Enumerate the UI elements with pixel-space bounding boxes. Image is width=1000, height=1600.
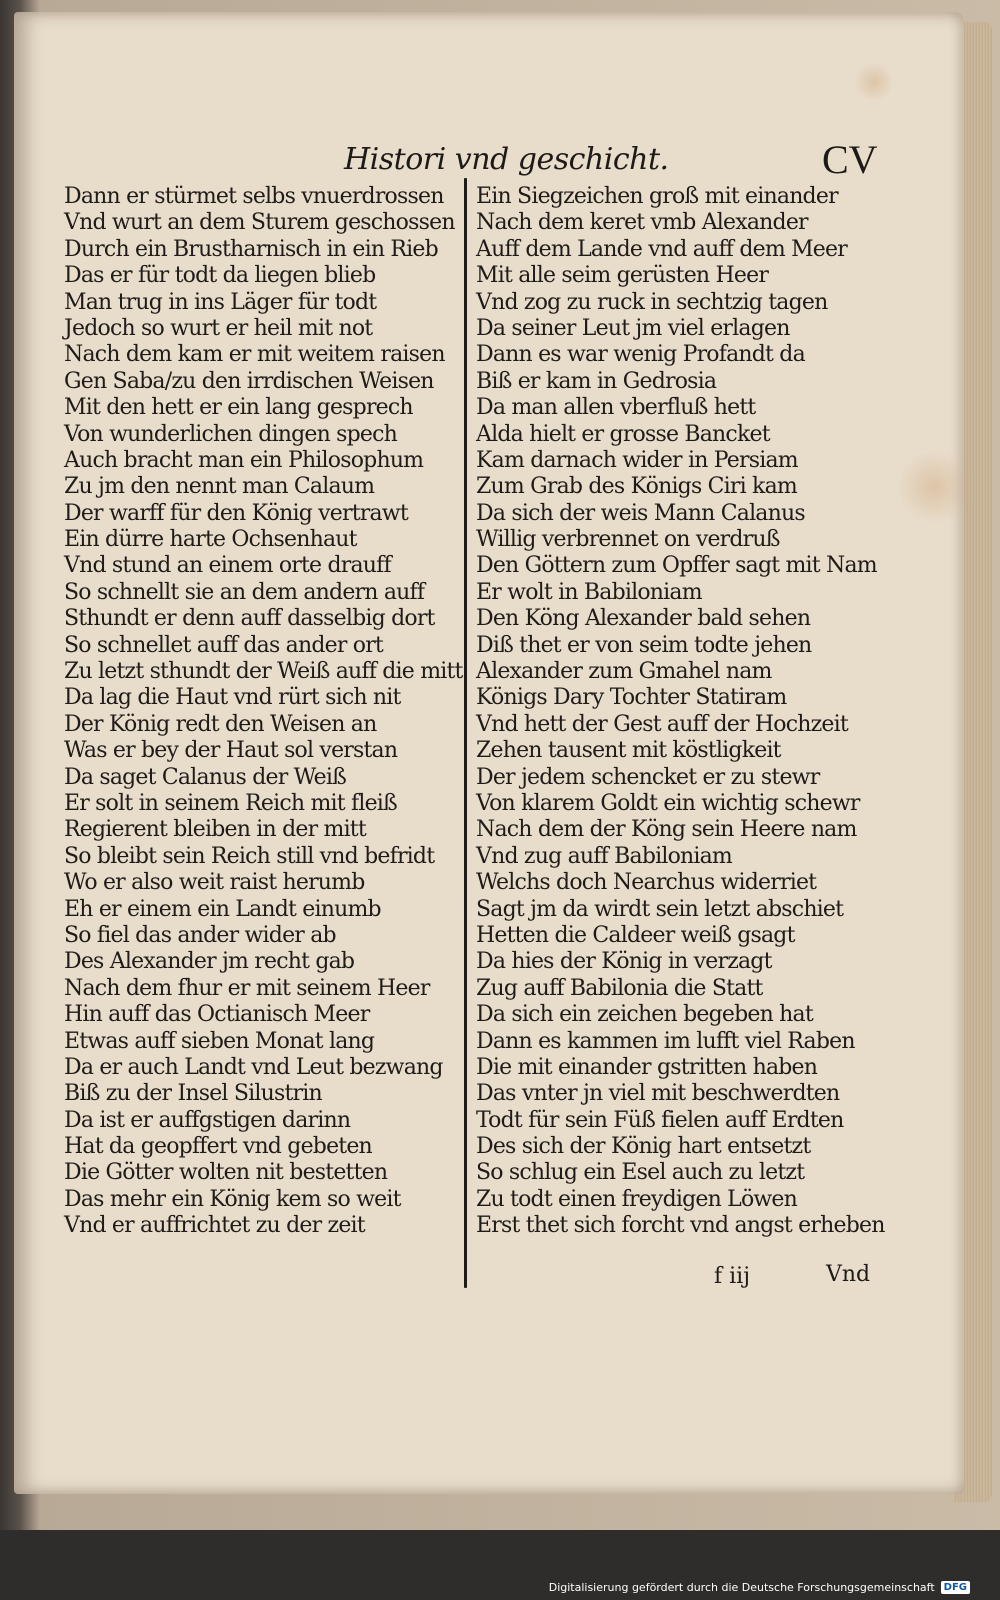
verse-line: Hetten die Caldeer weiß gsagt [476, 922, 795, 948]
verse-line: Eh er einem ein Landt einumb [64, 896, 381, 922]
verse-line: Jedoch so wurt er heil mit not [64, 315, 373, 341]
verse-line: Ein Siegzeichen groß mit einander [476, 184, 838, 209]
verse-line: Er solt in seinem Reich mit fleiß [64, 790, 397, 816]
left-text-column [64, 184, 463, 1240]
verse-line: Vnd zug auff Babiloniam [476, 843, 732, 869]
right-text-column [476, 184, 886, 1240]
folio-number: CV [822, 137, 878, 182]
verse-line: Welchs doch Nearchus widerriet [476, 870, 817, 896]
verse-line: Da hies der König in verzagt [476, 949, 772, 975]
verse-line: Todt für sein Füß fielen auff Erdten [476, 1107, 844, 1133]
verse-line: So schlug ein Esel auch zu letzt [476, 1160, 805, 1186]
paper-stain [894, 452, 974, 522]
verse-line: Zehen tausent mit köstligkeit [476, 738, 781, 764]
verse-line: Willig verbrennet on verdruß [476, 527, 780, 553]
verse-line: Diß thet er von seim todte jehen [476, 632, 812, 658]
verse-line: Sthundt er denn auff dasselbig dort [64, 606, 435, 632]
verse-line: Von klarem Goldt ein wichtig schewr [476, 790, 860, 816]
verse-line: Königs Dary Tochter Statiram [476, 685, 787, 711]
verse-line: Durch ein Brustharnisch in ein Rieb [64, 236, 438, 262]
verse-line: Vnd wurt an dem Sturem geschossen [64, 210, 455, 236]
verse-line: Da man allen vberfluß hett [476, 395, 756, 421]
verse-line: Nach dem der Köng sein Heere nam [476, 817, 857, 843]
verse-line: Die Götter wolten nit bestetten [64, 1160, 388, 1186]
verse-line: Alda hielt er grosse Bancket [476, 421, 770, 447]
verse-line: Der warff für den König vertrawt [64, 500, 408, 526]
verse-line: Regierent bleiben in der mitt [64, 817, 366, 843]
verse-line: Nach dem kam er mit weitem raisen [64, 342, 445, 368]
verse-line: Der König redt den Weisen an [64, 711, 377, 737]
verse-line: Zu todt einen freydigen Löwen [476, 1186, 798, 1212]
verse-line: Erst thet sich forcht vnd angst erheben [476, 1213, 885, 1239]
verse-line: Da ist er auffgstigen darinn [64, 1107, 351, 1133]
verse-line: Zum Grab des Königs Ciri kam [476, 474, 797, 500]
verse-line: Von wunderlichen dingen spech [64, 421, 398, 447]
verse-line: Auff dem Lande vnd auff dem Meer [476, 236, 847, 262]
verse-line: So fiel das ander wider ab [64, 922, 336, 948]
verse-line: Da er auch Landt vnd Leut bezwang [64, 1054, 443, 1080]
verse-line: Dann es war wenig Profandt da [476, 342, 805, 368]
verse-line: Da seiner Leut jm viel erlagen [476, 315, 790, 341]
verse-line: Da sich der weis Mann Calanus [476, 500, 805, 526]
verse-line: Da sich ein zeichen begeben hat [476, 1002, 813, 1028]
verse-line: Gen Saba/zu den irrdischen Weisen [64, 368, 434, 394]
signature-mark: f iij [714, 1264, 751, 1289]
verse-line: Mit den hett er ein lang gesprech [64, 395, 413, 421]
verse-line: Des sich der König hart entsetzt [476, 1134, 811, 1160]
verse-line: Dann er stürmet selbs vnuerdrossen [64, 184, 444, 209]
verse-line: Dann es kammen im lufft viel Raben [476, 1028, 855, 1054]
verse-line: Man trug in ins Läger für todt [64, 289, 377, 315]
verse-line: Den Köng Alexander bald sehen [476, 606, 811, 632]
verse-line: Zu letzt sthundt der Weiß auff die mitt [64, 659, 463, 685]
verse-line: Ein dürre harte Ochsenhaut [64, 527, 357, 553]
verse-line: Hin auff das Octianisch Meer [64, 1002, 370, 1028]
verse-line: Biß zu der Insel Silustrin [64, 1081, 322, 1107]
verse-line: So bleibt sein Reich still vnd befridt [64, 843, 435, 869]
verse-line: Was er bey der Haut sol verstan [64, 738, 398, 764]
verse-line: Vnd zog zu ruck in sechtzig tagen [476, 289, 828, 315]
verse-line: Zu jm den nennt man Calaum [64, 474, 375, 500]
verse-line: Kam darnach wider in Persiam [476, 447, 798, 473]
verse-line: Das er für todt da liegen blieb [64, 263, 376, 289]
verse-line: Vnd er auffrichtet zu der zeit [64, 1213, 365, 1239]
verse-line: Zug auff Babilonia die Statt [476, 975, 763, 1001]
verse-line: Das vnter jn viel mit beschwerdten [476, 1081, 840, 1107]
verse-line: Den Göttern zum Opffer sagt mit Nam [476, 553, 877, 579]
column-divider [464, 178, 467, 1288]
verse-line: Sagt jm da wirdt sein letzt abschiet [476, 896, 844, 922]
verse-line: Biß er kam in Gedrosia [476, 368, 717, 394]
verse-line: Vnd hett der Gest auff der Hochzeit [476, 711, 848, 737]
paper-stain [854, 62, 894, 102]
verse-line: Da lag die Haut vnd rürt sich nit [64, 685, 401, 711]
verse-line: Der jedem schencket er zu stewr [476, 764, 820, 790]
verse-line: So schnellet auff das ander ort [64, 632, 383, 658]
running-title: Histori vnd geschicht. [344, 142, 669, 177]
verse-line: Etwas auff sieben Monat lang [64, 1028, 375, 1054]
verse-line: Da saget Calanus der Weiß [64, 764, 346, 790]
verse-line: Er wolt in Babiloniam [476, 579, 702, 605]
dfg-logo: DFG [941, 1581, 970, 1594]
verse-line: Mit alle seim gerüsten Heer [476, 263, 769, 289]
verse-line: Das mehr ein König kem so weit [64, 1186, 401, 1212]
verse-line: Wo er also weit raist herumb [64, 870, 365, 896]
verse-line: Die mit einander gstritten haben [476, 1054, 818, 1080]
verse-line: Nach dem keret vmb Alexander [476, 210, 808, 236]
credit-text: Digitalisierung gefördert durch die Deutsche Forschungsgemeinschaft [548, 1580, 935, 1594]
verse-line: Auch bracht man ein Philosophum [64, 447, 424, 473]
verse-line: Vnd stund an einem orte drauff [64, 553, 391, 579]
verse-line: Alexander zum Gmahel nam [476, 659, 772, 685]
verse-line: Hat da geopffert vnd gebeten [64, 1134, 372, 1160]
digitization-credit [549, 1576, 970, 1598]
verse-line: So schnellt sie an dem andern auff [64, 579, 425, 605]
catchword: Vnd [826, 1262, 871, 1287]
verse-line: Des Alexander jm recht gab [64, 949, 355, 975]
verse-line: Nach dem fhur er mit seinem Heer [64, 975, 430, 1001]
page-header [14, 136, 964, 188]
book-page [14, 12, 964, 1494]
